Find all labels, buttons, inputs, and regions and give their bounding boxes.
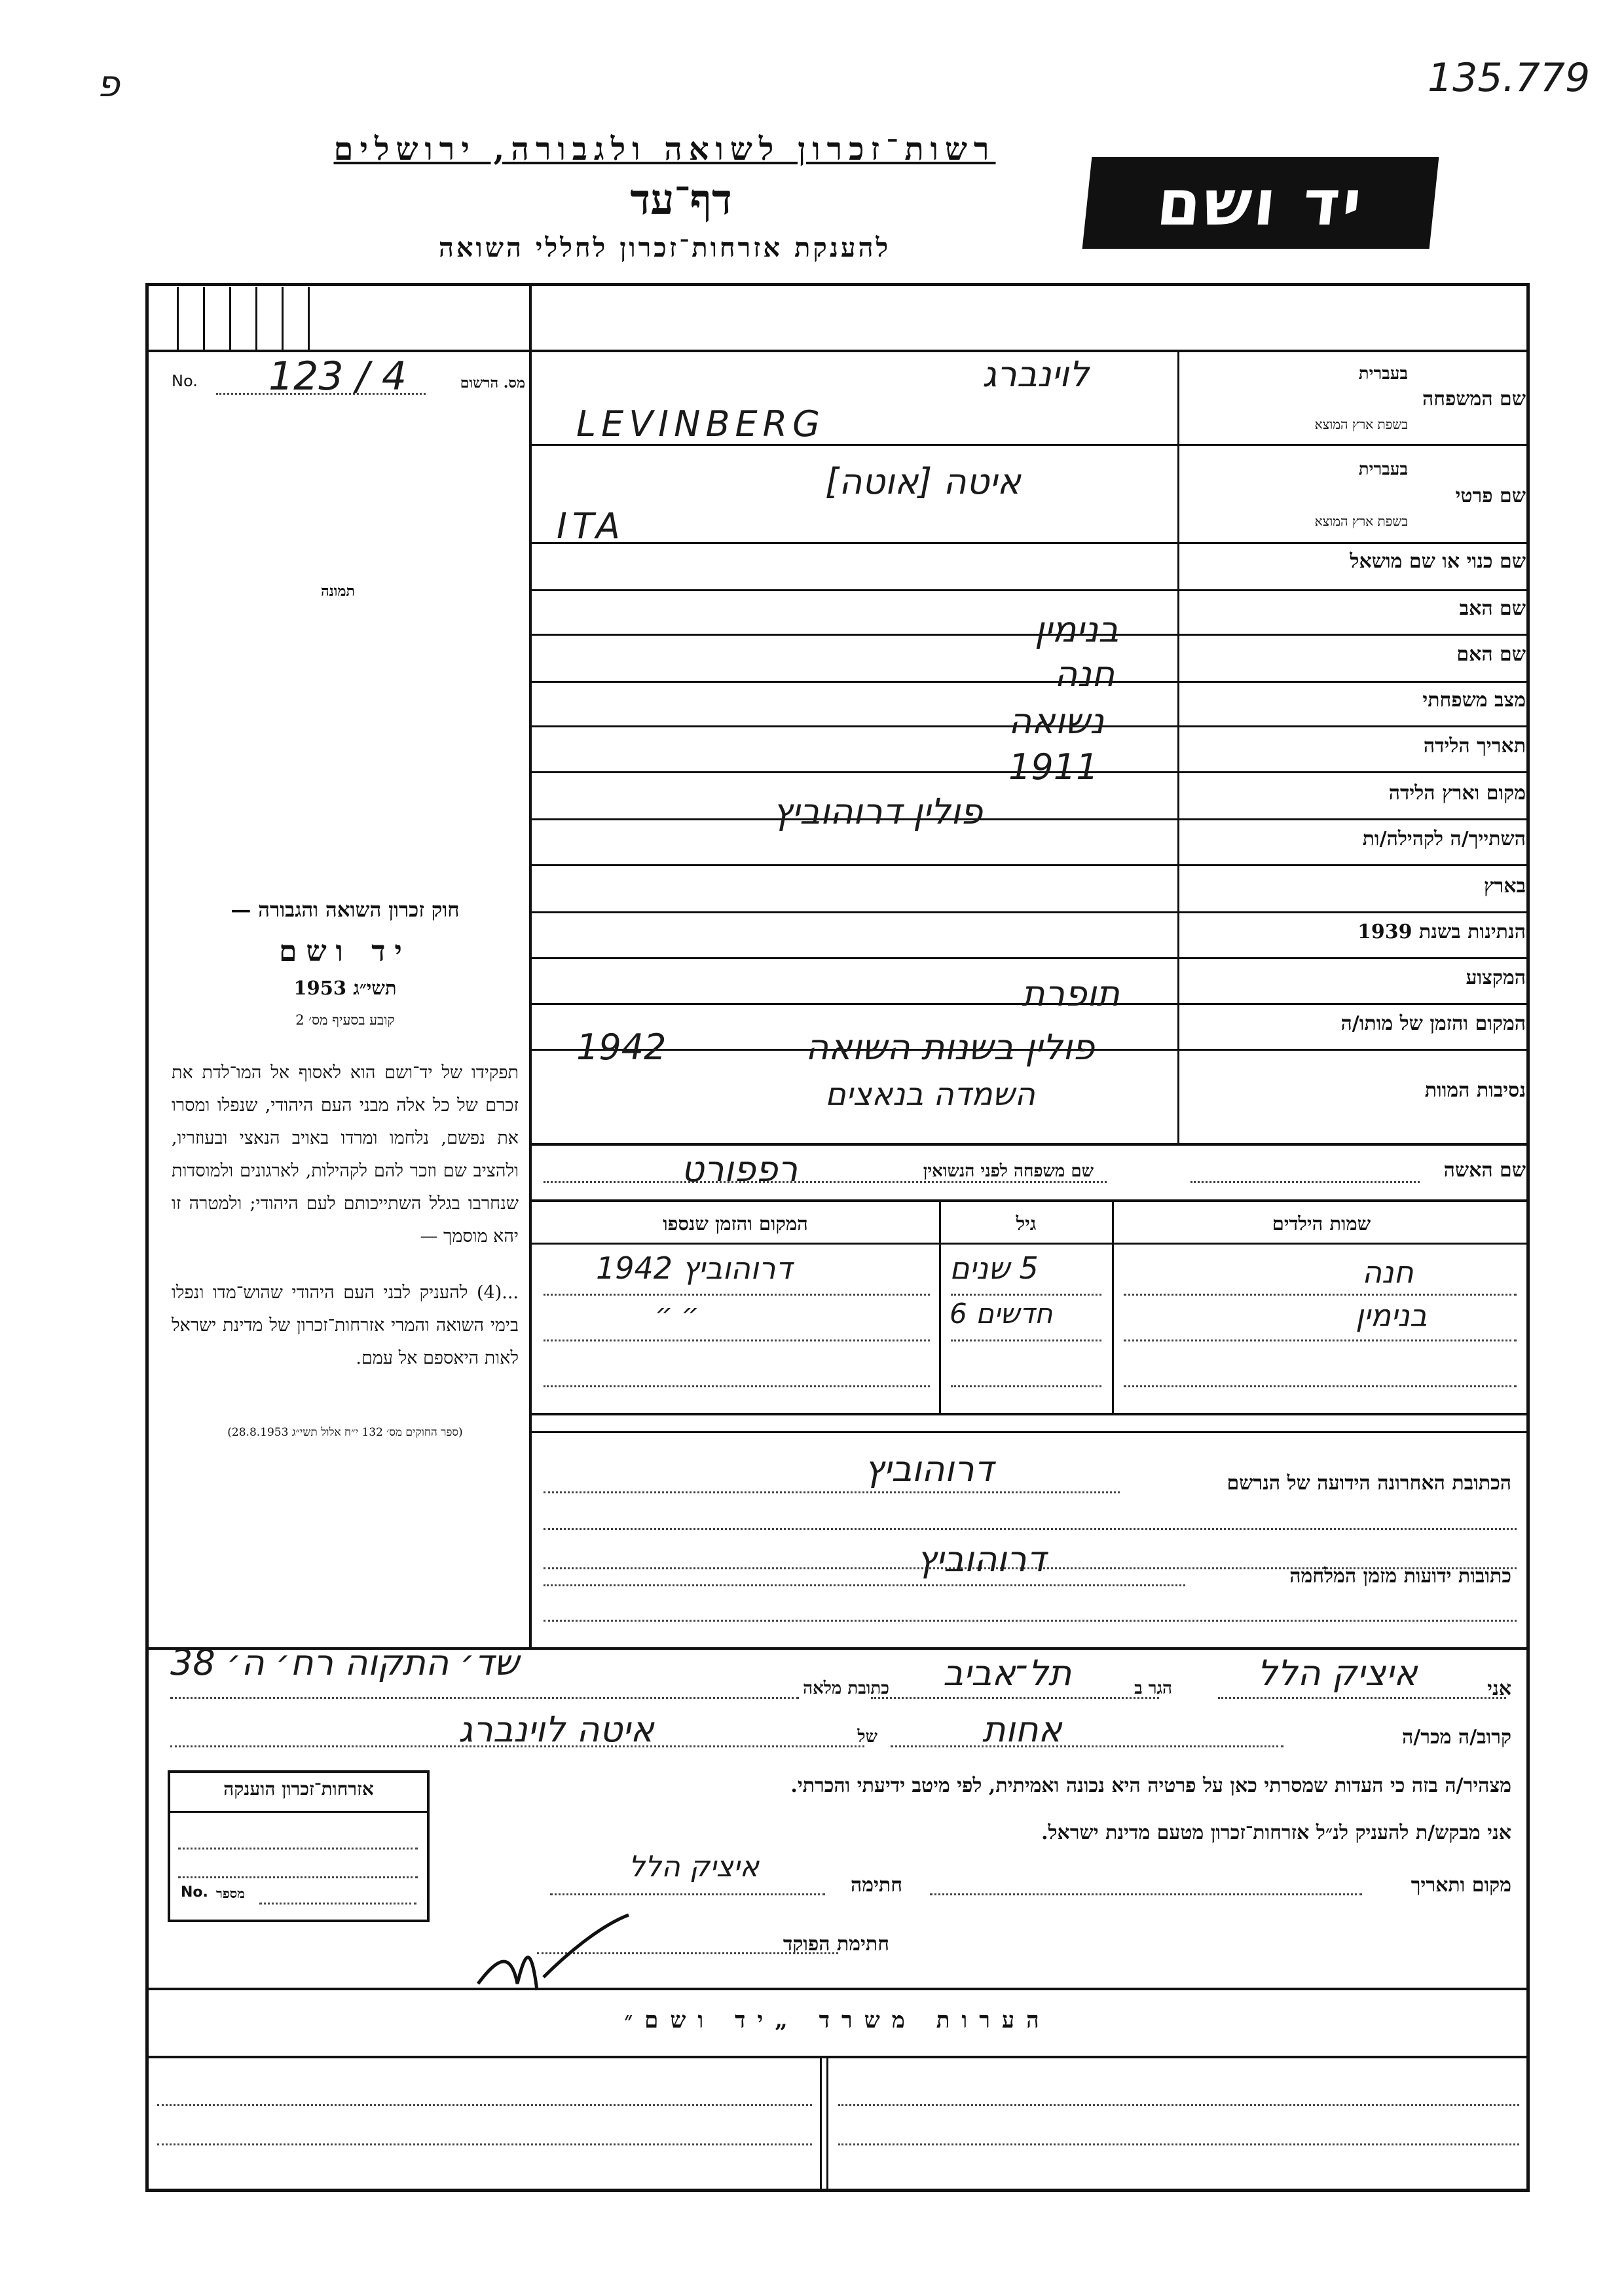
law-name: יד ושם bbox=[279, 935, 411, 968]
children-col-place: המקום והזמן שנספו bbox=[663, 1212, 808, 1235]
first-name-country-note: בשפת ארץ המוצא bbox=[1314, 513, 1408, 529]
granted-number-label: מספר bbox=[216, 1886, 245, 1901]
death-circumstances-label: נסיבות המוות bbox=[1424, 1079, 1526, 1102]
family-name-hebrew-note: בעברית bbox=[1358, 364, 1408, 384]
last-address-value: דרוהוביץ bbox=[864, 1448, 994, 1489]
death-circumstances-value: השמדה בנאצים bbox=[825, 1076, 1035, 1113]
nickname-label: שם כנוי או שם מושאל bbox=[1350, 550, 1526, 573]
authority-heading: רשות־זכרון לשואה ולגבורה, ירושלים bbox=[333, 131, 996, 168]
registration-number: 123 / 4 bbox=[268, 354, 407, 399]
spouse-label: שם האשה bbox=[1443, 1159, 1526, 1182]
officer-signature-mark bbox=[471, 1912, 642, 1997]
child-age: חדשים 6 bbox=[950, 1298, 1053, 1330]
form-title: דף־עד bbox=[630, 175, 732, 225]
officer-signature-label: חתימת הפוקד bbox=[783, 1933, 889, 1956]
child-name: חנה bbox=[1362, 1254, 1414, 1290]
family-name-hebrew: לוינברג bbox=[982, 354, 1090, 395]
father-name-label: שם האב bbox=[1459, 597, 1526, 620]
wartime-address-label: כתובות ידועות מזמן המלחמה bbox=[1289, 1565, 1511, 1588]
declarant-i-label: אני bbox=[1487, 1677, 1511, 1700]
office-remarks-title: הערות משרד „יד ושם״ bbox=[624, 2007, 1051, 2033]
spouse-maiden-label: שם משפחה לפני הנשואין bbox=[923, 1161, 1094, 1181]
corner-mark: פ bbox=[97, 63, 120, 105]
resides-value: תל־אביב bbox=[943, 1652, 1072, 1694]
law-citation: (ספר החוקים מס׳ 132 י״ח אלול תשי״ג 28.8.1953) bbox=[227, 1426, 463, 1439]
first-name-latin: ITA bbox=[557, 505, 625, 547]
first-name-label: שם פרטי bbox=[1455, 484, 1526, 507]
child-death-place: דרוהוביץ 1942 bbox=[596, 1250, 792, 1286]
child-age: 5 שנים bbox=[950, 1250, 1039, 1286]
request-text: אני מבקש/ת להעניק לנ״ל אזרחות־זכרון מטעם מדינת ישראל. bbox=[1041, 1821, 1511, 1844]
law-paragraph-2: ...(4) להעניק לבני העם היהודי שהוש־מדו ונפלו בימי השואה והמרי אזרחות־זכרון של מדינת ישראל לאות היאספם אל עמם. bbox=[172, 1283, 519, 1368]
granted-box-title: אזרחות־זכרון הוענקה bbox=[223, 1778, 374, 1800]
marital-status-label: מצב משפחתי bbox=[1422, 689, 1526, 712]
spouse-maiden-value: רפפורט bbox=[681, 1148, 798, 1190]
form-subtitle: להענקת אזרחות־זכרון לחללי השואה bbox=[438, 232, 891, 263]
yad-vashem-logo bbox=[1082, 157, 1439, 249]
archive-number: 135.779 bbox=[1428, 55, 1591, 101]
family-name-latin: LEVINBERG bbox=[576, 403, 825, 445]
wartime-address-value: דרוהוביץ bbox=[917, 1539, 1046, 1580]
birth-date-value: 1911 bbox=[1008, 746, 1099, 788]
child-death-place: ״ ״ bbox=[655, 1298, 699, 1330]
in-country-label: בארץ bbox=[1483, 875, 1526, 898]
child-name: בנימין bbox=[1356, 1298, 1428, 1333]
declarant-name: איציק הלל bbox=[1257, 1652, 1418, 1694]
law-title: חוק זכרון השואה והגבורה — bbox=[231, 898, 460, 922]
children-col-age: גיל bbox=[1016, 1212, 1037, 1235]
law-clause: קובע בסעיף מס׳ 2 bbox=[295, 1012, 395, 1028]
registration-prefix: No. bbox=[172, 372, 198, 390]
granted-number-prefix: No. bbox=[181, 1884, 208, 1901]
death-place-time-label: המקום והזמן של מותו/ה bbox=[1340, 1012, 1526, 1035]
of-label: של bbox=[857, 1727, 877, 1747]
death-year: 1942 bbox=[576, 1027, 667, 1068]
death-place-value: פולין בשנות השואה bbox=[805, 1027, 1095, 1068]
citizenship-1939-label: הנתינות בשנת 1939 bbox=[1357, 920, 1526, 943]
last-address-label: הכתובת האחרונה הידועה של הנרשם bbox=[1227, 1472, 1511, 1495]
birth-place-value: פולין דרוהוביץ bbox=[773, 791, 983, 832]
marital-status-value: נשואה bbox=[1008, 701, 1104, 742]
signature-value: איציק הלל bbox=[629, 1850, 760, 1884]
law-year: תשי״ג 1953 bbox=[293, 977, 397, 999]
registration-label: מס. הרשום bbox=[460, 374, 525, 392]
profession-label: המקצוע bbox=[1466, 966, 1526, 989]
children-col-names: שמות הילדים bbox=[1272, 1212, 1371, 1235]
mother-name-value: חנה bbox=[1054, 653, 1115, 695]
photo-label: תמונה bbox=[321, 583, 355, 600]
of-value: איטה לוינברג bbox=[458, 1709, 654, 1750]
signature-label: חתימה bbox=[851, 1874, 902, 1897]
place-date-label: מקום ותאריך bbox=[1411, 1874, 1511, 1897]
declaration-text: מצהיר/ה בזה כי העדות שמסרתי כאן על פרטיה היא נכונה ואמיתית, לפי מיטב ידיעתי והכרתי. bbox=[790, 1774, 1511, 1797]
full-address-value: שד׳ התקוה רח׳ ה׳ 38 bbox=[170, 1642, 519, 1683]
father-name-value: בנימין bbox=[1035, 609, 1119, 650]
family-name-country-note: בשפת ארץ המוצא bbox=[1314, 416, 1408, 432]
community-label: השתייך/ה לקהילה/ות bbox=[1362, 828, 1526, 850]
relation-label: קרוב/ה מכר/ה bbox=[1402, 1726, 1511, 1749]
resides-label: הגר ב bbox=[1134, 1679, 1172, 1698]
logo-text: יד ושם bbox=[1153, 166, 1368, 240]
relation-value: אחות bbox=[982, 1709, 1062, 1750]
family-name-label: שם המשפחה bbox=[1422, 388, 1526, 410]
law-paragraph-1: תפקידו של יד־ושם הוא לאסוף אל המו־לדת את זכרם של כל אלה מבני העם היהודי, שנפלו ומסרו את נפשם, נלחמו ומרדו באויב הנאצי ובעוזריו, ולהציב שם וזכר להם לקהילות, לארגונים ולמוסדות שנחרבו בגלל השתייכותם לעם היהודי; ולמטרה זו יהא מוסמך — bbox=[172, 1063, 519, 1247]
mother-name-label: שם האם bbox=[1456, 643, 1526, 666]
first-name-hebrew-note: בעברית bbox=[1358, 460, 1408, 479]
first-name-hebrew: איטה [אוטה] bbox=[825, 461, 1021, 502]
birth-date-label: תאריך הלידה bbox=[1423, 735, 1526, 757]
full-address-label: כתובת מלאה bbox=[803, 1679, 889, 1698]
birth-place-label: מקום וארץ הלידה bbox=[1388, 782, 1526, 805]
profession-value: תופרת bbox=[1022, 973, 1120, 1014]
